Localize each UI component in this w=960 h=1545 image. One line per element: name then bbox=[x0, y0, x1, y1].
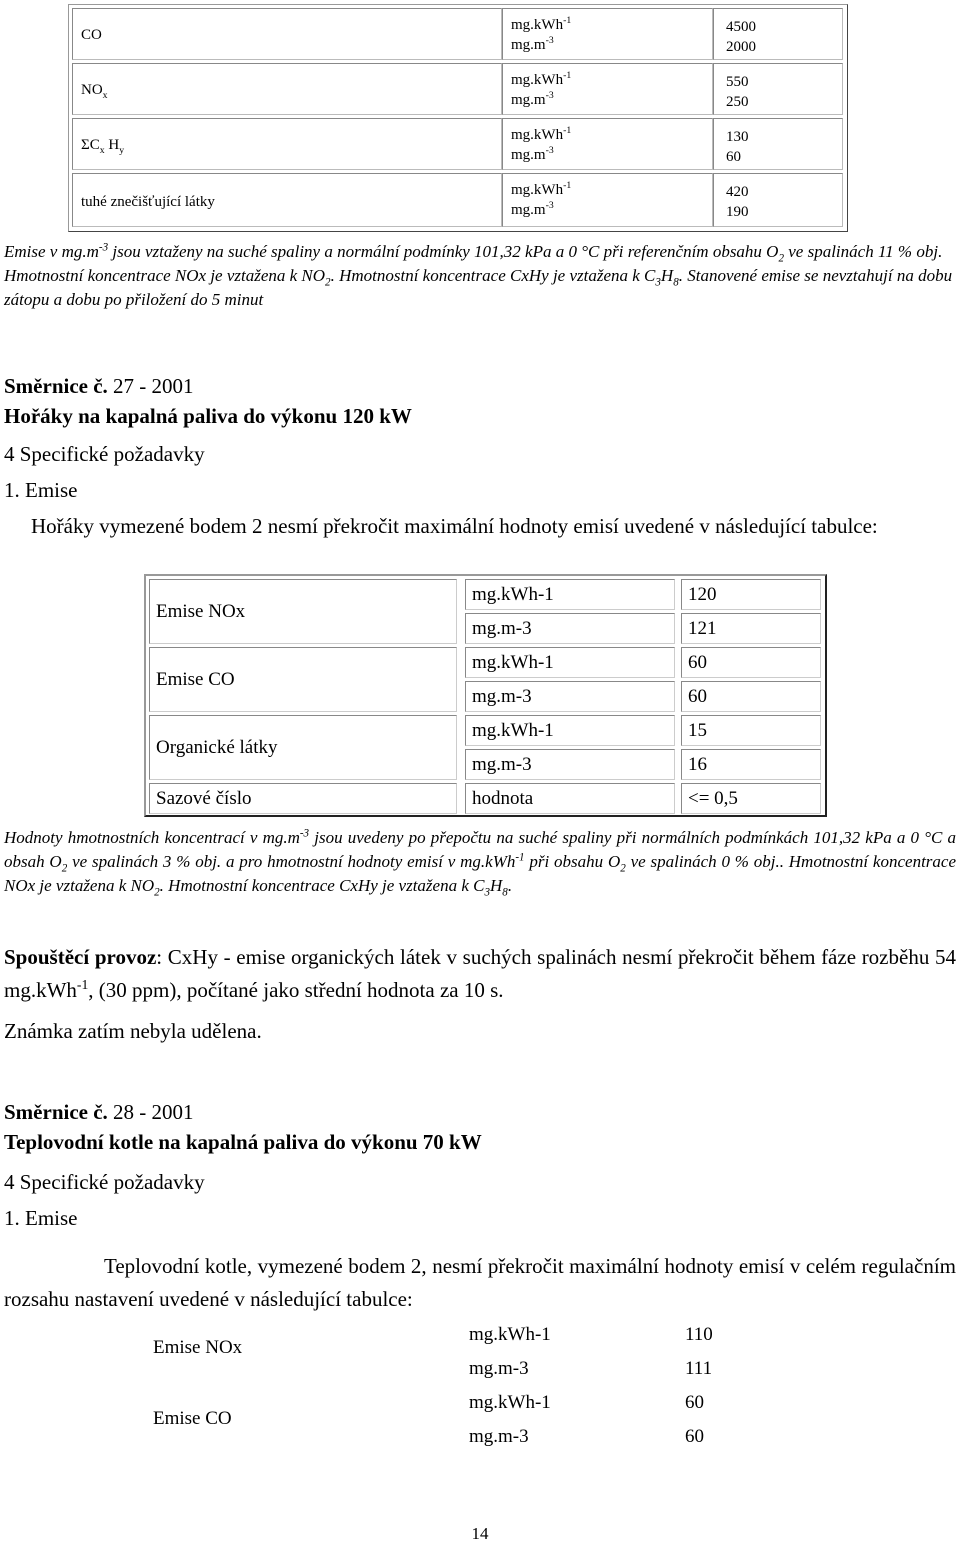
unit-label: mg.m-3 bbox=[465, 613, 675, 644]
value: 15 bbox=[681, 715, 821, 746]
value: 4500 bbox=[726, 19, 756, 35]
directive-27-title: Hořáky na kapalná paliva do výkonu 120 kW bbox=[4, 404, 412, 428]
pollutant-name: Emise NOx bbox=[149, 579, 457, 644]
directive-27-heading: Směrnice č. 27 - 2001 bbox=[4, 374, 194, 398]
specific-requirements: 4 Specifické požadavky bbox=[4, 1170, 205, 1194]
emise-heading: 1. Emise bbox=[4, 478, 78, 502]
value: 2000 bbox=[726, 39, 756, 55]
unit-label: mg.m-3 bbox=[469, 1426, 529, 1447]
unit-cell: mg.kWh$^{-1}$ $mg.m^{-3}$ bbox=[502, 63, 713, 115]
value: 250 bbox=[726, 94, 749, 110]
directive-27-intro: Hořáky vymezené bodem 2 nesmí překročit maximální hodnoty emisí uvedené v následující tabulce: bbox=[31, 514, 878, 538]
unit-label: mg.kWh-1 bbox=[465, 647, 675, 678]
value: 60 bbox=[681, 647, 821, 678]
unit-cell: mg.kWh$^{-1}$ $mg.m^{-3}$ bbox=[502, 8, 713, 60]
pollutant-name: Sazové číslo bbox=[149, 783, 457, 814]
value-cell bbox=[713, 8, 843, 60]
pollutant-name: Organické látky bbox=[149, 715, 457, 780]
unit-label: hodnota bbox=[465, 783, 675, 814]
unit-label: mg.kWh-1 bbox=[465, 715, 675, 746]
directive-28-title: Teplovodní kotle na kapalná paliva do výkonu 70 kW bbox=[4, 1130, 482, 1154]
page-number: 14 bbox=[471, 1524, 489, 1543]
mark-status: Známka zatím nebyla udělena. bbox=[4, 1019, 262, 1043]
pollutant-name: ΣC bbox=[81, 137, 100, 153]
unit-label: mg.m-3 bbox=[465, 681, 675, 712]
startup-operation: Spouštěcí provoz: CxHy - emise organických látek v suchých spalinách nesmí překročit během fáze rozběhu 54 mg.kWh$^{-1}$, (30 ppm), počítané jako střední hodnota za 10 s. bbox=[4, 945, 956, 1002]
value-cell bbox=[713, 118, 843, 170]
unit-label: mg.m-3 bbox=[465, 749, 675, 780]
value: 60 bbox=[685, 1426, 704, 1447]
directive-28-heading: Směrnice č. 28 - 2001 bbox=[4, 1100, 194, 1124]
unit-label: mg.m bbox=[511, 37, 546, 53]
value: 121 bbox=[681, 613, 821, 644]
value-cell bbox=[713, 63, 843, 115]
table-row: $NO_x$ bbox=[72, 63, 502, 115]
directive-27-note: Hodnoty hmotnostních koncentrací v $mg.m^{-3}$ jsou uvedeny po přepočtu na suché spaliny při normálních podmínkách 101,32 kPa a 0 °C a obsah $O_2$ ve spalinách 3 % obj. a pro hmotnostní hodnoty emisí v mg.kWh$^{-1}$ při obsahu $O_2$ ve spalinách 0 % obj.. Hmotnostní koncentrace NOx je vztažena k $NO_2$. Hmotnostní koncentrace CxHy je vztažena k $C_3H_8$. bbox=[4, 827, 957, 899]
value: 420 bbox=[726, 184, 749, 200]
unit-label: mg.kWh-1 bbox=[465, 579, 675, 610]
pollutant-name: CO bbox=[81, 27, 102, 43]
unit-label: mg.m bbox=[511, 147, 546, 163]
emission-table-top bbox=[68, 4, 848, 232]
emission-note: Emise v $mg.m^{-3}$ jsou vztaženy na suché spaliny a normální podmínky 101,32 kPa a 0 °C při referenčním obsahu $O_2$ ve spalinách 11 % obj. Hmotnostní koncentrace NOx je vztažena k $NO_2$. Hmotnostní koncentrace CxHy je vztažena k $C_3H_8$. Stanovené emise se nevztahují na dobu zátopu a dobu po přiložení do 5 minut bbox=[4, 241, 953, 309]
unit-cell: mg.kWh$^{-1}$ $mg.m^{-3}$ bbox=[502, 118, 713, 170]
value: 190 bbox=[726, 204, 749, 220]
unit-label: mg.kWh bbox=[511, 127, 564, 143]
unit-label: mg.m bbox=[511, 202, 546, 218]
unit-label: mg.m bbox=[511, 92, 546, 108]
emission-limits-table-27 bbox=[144, 574, 827, 817]
value-cell bbox=[713, 173, 843, 227]
pollutant-name: Emise NOx bbox=[153, 1337, 243, 1358]
pollutant-name: NO bbox=[81, 82, 103, 98]
value: 550 bbox=[726, 74, 749, 90]
pollutant-name: tuhé znečišťující látky bbox=[81, 194, 215, 210]
value: 110 bbox=[685, 1324, 713, 1345]
emise-heading: 1. Emise bbox=[4, 1206, 78, 1230]
value: 16 bbox=[681, 749, 821, 780]
unit-cell: mg.kWh$^{-1}$ $mg.m^{-3}$ bbox=[502, 173, 713, 227]
table-row: $\Sigma C_x$ $H_y$ bbox=[72, 118, 502, 170]
value: 120 bbox=[681, 579, 821, 610]
unit-label: mg.kWh-1 bbox=[469, 1324, 551, 1345]
specific-requirements: 4 Specifické požadavky bbox=[4, 442, 205, 466]
value: 60 bbox=[685, 1392, 704, 1413]
value: <= 0,5 bbox=[681, 783, 821, 814]
table-row bbox=[72, 173, 502, 227]
unit-label: mg.kWh-1 bbox=[469, 1392, 551, 1413]
table-row bbox=[72, 8, 502, 60]
value: 111 bbox=[685, 1358, 713, 1379]
value: 60 bbox=[681, 681, 821, 712]
unit-label: mg.kWh bbox=[511, 72, 564, 88]
unit-label: mg.m-3 bbox=[469, 1358, 529, 1379]
pollutant-name: Emise CO bbox=[149, 647, 457, 712]
value: 60 bbox=[726, 149, 741, 165]
value: 130 bbox=[726, 129, 749, 145]
pollutant-name: Emise CO bbox=[153, 1408, 232, 1429]
unit-label: mg.kWh bbox=[511, 17, 564, 33]
directive-28-intro: Teplovodní kotle, vymezené bodem 2, nesmí překročit maximální hodnoty emisí v celém regulačním rozsahu nastavení uvedené v následující tabulce: bbox=[4, 1254, 956, 1311]
unit-label: mg.kWh bbox=[511, 182, 564, 198]
emission-limits-table-28 bbox=[147, 1320, 787, 1455]
